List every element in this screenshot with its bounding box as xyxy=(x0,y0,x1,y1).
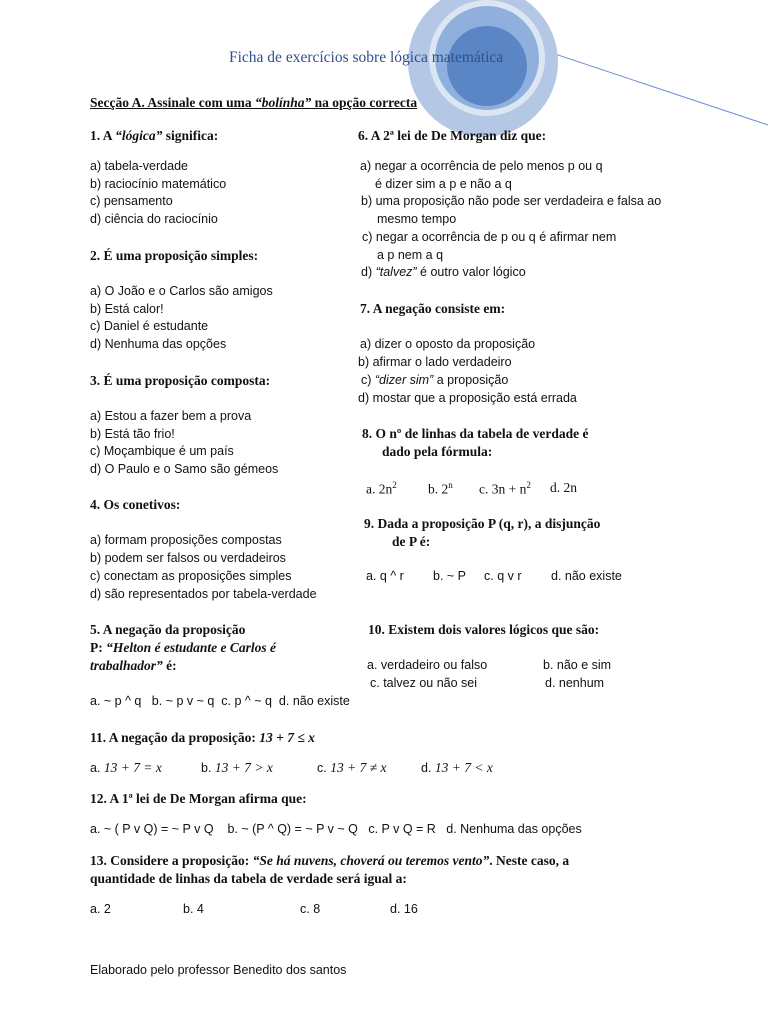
q11-expression: 13 + 7 ≤ x xyxy=(259,730,315,745)
q10-option-a[interactable]: a. verdadeiro ou falso xyxy=(367,658,488,672)
q5-line-3-post: é: xyxy=(162,658,177,673)
q8-option-a-sup: 2 xyxy=(392,480,397,490)
q4-option-d[interactable]: d) são representados por tabela-verdade xyxy=(90,587,317,601)
q11-option-d-text: 13 + 7 < x xyxy=(434,760,493,775)
q5-options[interactable]: a. ~ p ^ q b. ~ p v ~ q c. p ^ ~ q d. não existe xyxy=(90,694,350,708)
q5-line-3-italic: trabalhador” xyxy=(90,658,163,673)
q6-option-b-line-2[interactable]: mesmo tempo xyxy=(377,212,457,226)
q11-option-c[interactable] xyxy=(317,760,386,776)
q2-option-d[interactable]: d) Nenhuma das opções xyxy=(90,337,227,351)
question-9-line-2: de P é: xyxy=(392,534,431,549)
q7-option-c-pre: c) xyxy=(361,373,375,387)
q10-option-c[interactable]: c. talvez ou não sei xyxy=(370,676,478,690)
q4-option-a[interactable]: a) formam proposições compostas xyxy=(90,533,282,547)
section-heading-italic: “bolínha” xyxy=(255,95,312,110)
q1-post: significa: xyxy=(162,128,219,143)
q8-option-b-text: b. 2 xyxy=(428,481,449,497)
question-7: 7. A negação consiste em: xyxy=(360,301,506,316)
section-heading-pre: Secção A. Assinale com uma xyxy=(90,95,255,110)
question-12: 12. A 1ª lei de De Morgan afirma que: xyxy=(90,791,307,806)
q6-option-c-line-1[interactable]: c) negar a ocorrência de p ou q é afirmar nem xyxy=(362,230,617,244)
question-8-line-2: dado pela fórmula: xyxy=(382,444,493,459)
q13-option-c[interactable]: c. 8 xyxy=(300,902,321,916)
q11-option-a-label: a. xyxy=(90,761,104,775)
question-5-line-2 xyxy=(90,640,276,656)
q6-option-a-line-2[interactable]: é dizer sim a p e não a q xyxy=(375,177,512,191)
question-8-line-1: 8. O nº de linhas da tabela de verdade é xyxy=(362,426,589,441)
question-10: 10. Existem dois valores lógicos que são: xyxy=(368,622,600,637)
q13-option-a[interactable]: a. 2 xyxy=(90,902,111,916)
q11-option-a-text: 13 + 7 = x xyxy=(103,760,162,775)
question-2: 2. É uma proposição simples: xyxy=(90,248,259,263)
q3-option-d[interactable]: d) O Paulo e o Samo são gémeos xyxy=(90,462,279,476)
q13-option-b[interactable]: b. 4 xyxy=(183,902,204,916)
q6-option-d[interactable] xyxy=(361,265,526,279)
question-3: 3. É uma proposição composta: xyxy=(90,373,271,388)
q7-option-c-italic: “dizer sim” xyxy=(374,373,434,387)
q6-option-c-line-2[interactable]: a p nem a q xyxy=(377,248,444,262)
q11-option-b-label: b. xyxy=(201,761,215,775)
q7-option-d[interactable]: d) mostar que a proposição está errada xyxy=(358,391,577,405)
q7-option-b[interactable]: b) afirmar o lado verdadeiro xyxy=(358,355,512,369)
question-1 xyxy=(90,128,218,144)
question-5-line-3 xyxy=(90,658,177,674)
question-13-line-2: quantidade de linhas da tabela de verdade será igual a: xyxy=(90,871,407,886)
q8-option-c[interactable] xyxy=(479,480,531,498)
q13-italic: “Se há nuvens, choverá ou teremos vento” xyxy=(252,853,490,868)
q8-option-b-sup: n xyxy=(448,480,453,490)
q1-pre: 1. A xyxy=(90,128,116,143)
q2-option-a[interactable]: a) O João e o Carlos são amigos xyxy=(90,284,273,298)
question-13-line-1 xyxy=(90,853,569,869)
question-5-line-1: 5. A negação da proposição xyxy=(90,622,246,637)
q7-option-c[interactable] xyxy=(361,373,508,387)
q11-option-b[interactable] xyxy=(201,760,273,776)
q7-option-c-post: a proposição xyxy=(433,373,509,387)
q1-italic: “lógica” xyxy=(115,128,163,143)
q1-option-b[interactable]: b) raciocínio matemático xyxy=(90,177,227,191)
q13-post: . Neste caso, a xyxy=(489,853,570,868)
q6-option-d-italic: “talvez” xyxy=(375,265,417,279)
q3-option-a[interactable]: a) Estou a fazer bem a prova xyxy=(90,409,252,423)
section-heading-post: na opção correcta xyxy=(311,95,418,110)
question-4: 4. Os conetivos: xyxy=(90,497,181,512)
decorative-line-1 xyxy=(525,44,768,125)
q2-option-b[interactable]: b) Está calor! xyxy=(90,302,164,316)
q3-option-b[interactable]: b) Está tão frio! xyxy=(90,427,175,441)
q1-option-a[interactable]: a) tabela-verdade xyxy=(90,159,188,173)
q11-option-d-label: d. xyxy=(421,761,435,775)
q11-pre: 11. A negação da proposição: xyxy=(90,730,260,745)
q9-option-b[interactable]: b. ~ P xyxy=(433,569,467,583)
q7-option-a[interactable]: a) dizer o oposto da proposição xyxy=(360,337,536,351)
q10-option-b[interactable]: b. não e sim xyxy=(543,658,612,672)
q9-option-c[interactable]: c. q v r xyxy=(484,569,522,583)
q8-option-d[interactable]: d. 2n xyxy=(550,480,577,495)
q8-option-c-text: c. 3n + n xyxy=(479,481,527,497)
page-title: Ficha de exercícios sobre lógica matemática xyxy=(229,49,504,66)
q3-option-c[interactable]: c) Moçambique é um país xyxy=(90,444,234,458)
q11-option-c-label: c. xyxy=(317,761,331,775)
q6-option-a-line-1[interactable]: a) negar a ocorrência de pelo menos p ou q xyxy=(360,159,603,173)
section-heading xyxy=(90,95,417,111)
question-9-line-1: 9. Dada a proposição P (q, r), a disjunção xyxy=(364,516,601,531)
q5-line-2-pre: P: xyxy=(90,640,107,655)
q4-option-c[interactable]: c) conectam as proposições simples xyxy=(90,569,292,583)
q2-option-c[interactable]: c) Daniel é estudante xyxy=(90,319,209,333)
q11-option-d[interactable] xyxy=(421,760,493,776)
q10-option-d[interactable]: d. nenhum xyxy=(545,676,605,690)
q11-option-b-text: 13 + 7 > x xyxy=(214,760,273,775)
q11-option-a[interactable] xyxy=(90,760,162,776)
q1-option-c[interactable]: c) pensamento xyxy=(90,194,173,208)
q11-option-c-text: 13 + 7 ≠ x xyxy=(330,760,387,775)
footer-author: Elaborado pelo professor Benedito dos santos xyxy=(90,963,347,977)
q13-option-d[interactable]: d. 16 xyxy=(390,902,418,916)
q8-option-c-sup: 2 xyxy=(526,480,531,490)
q5-line-2-italic: “Helton é estudante e Carlos é xyxy=(106,640,276,655)
q13-pre: 13. Considere a proposição: xyxy=(90,853,253,868)
q1-option-d[interactable]: d) ciência do raciocínio xyxy=(90,212,218,226)
q9-option-d[interactable]: d. não existe xyxy=(551,569,622,583)
q8-option-a-text: a. 2n xyxy=(366,481,393,497)
question-6: 6. A 2ª lei de De Morgan diz que: xyxy=(358,128,547,143)
question-11 xyxy=(90,730,315,746)
q6-option-d-post: é outro valor lógico xyxy=(416,265,526,279)
q6-option-d-pre: d) xyxy=(361,265,376,279)
q12-options[interactable]: a. ~ ( P v Q) = ~ P v Q b. ~ (P ^ Q) = ~ P v ~ Q c. P v Q = R d. Nenhuma das opções xyxy=(90,822,582,836)
q8-option-b[interactable] xyxy=(428,480,453,498)
q4-option-b[interactable]: b) podem ser falsos ou verdadeiros xyxy=(90,551,286,565)
q8-option-a[interactable] xyxy=(366,480,397,498)
q9-option-a[interactable]: a. q ^ r xyxy=(366,569,404,583)
q6-option-b-line-1[interactable]: b) uma proposição não pode ser verdadeira e falsa ao xyxy=(361,194,662,208)
